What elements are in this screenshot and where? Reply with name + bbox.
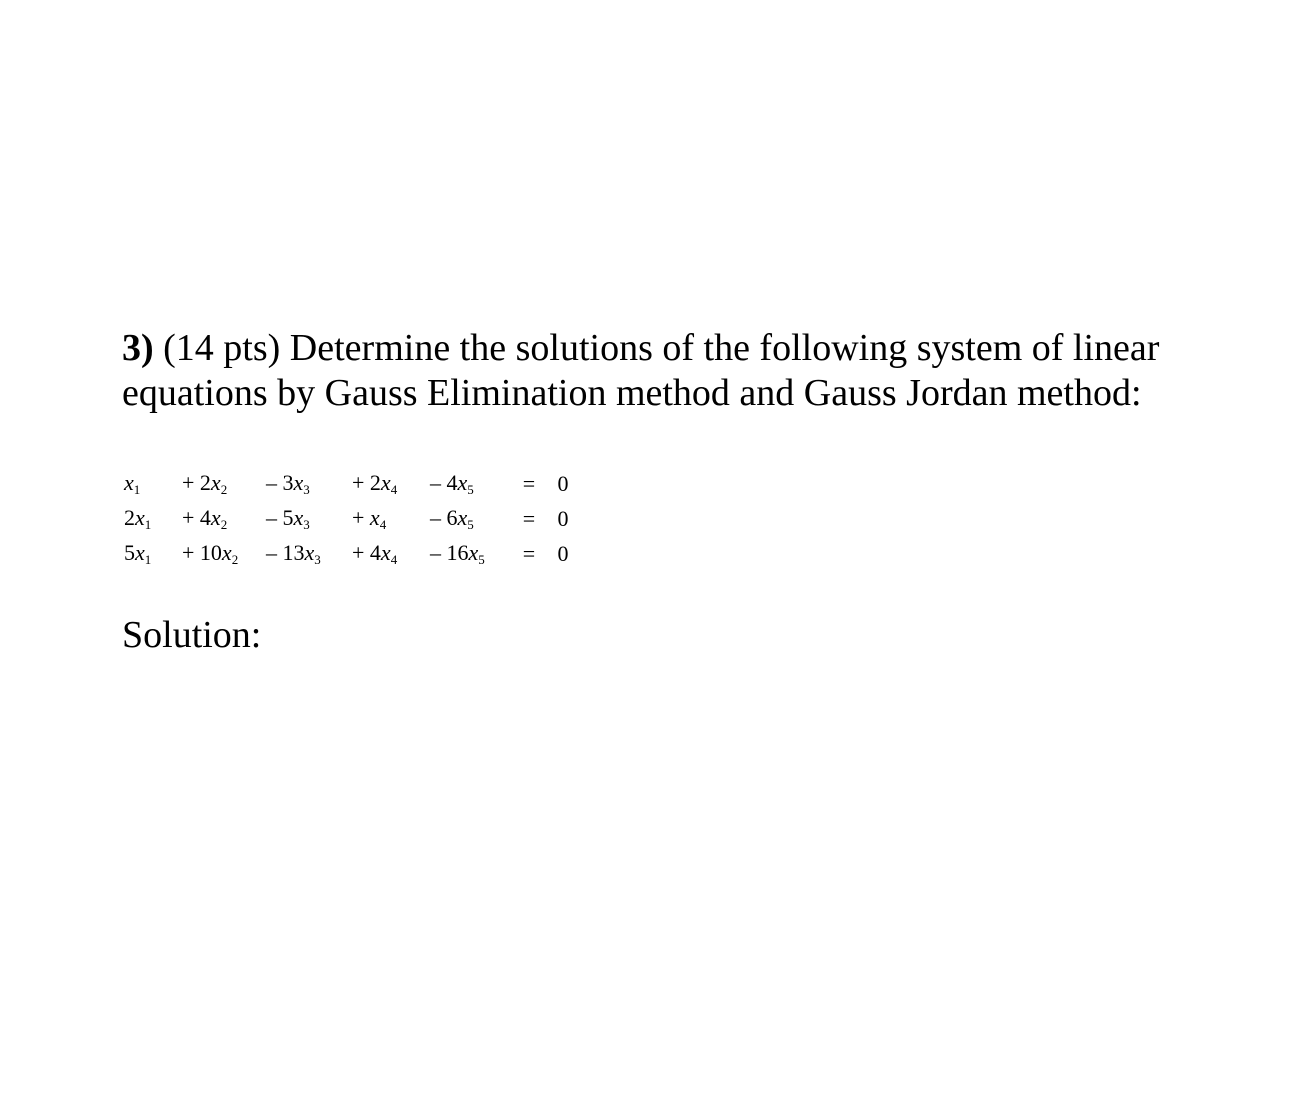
equation-term <box>118 536 178 571</box>
question-text: (14 pts) Determine the solutions of the following system of linear equations by Gauss Elimination method and Gauss Jordan method: <box>122 327 1160 414</box>
term-subscript: 3 <box>303 481 310 497</box>
term-coefficient: 4 <box>369 539 381 565</box>
term-sign: + <box>182 539 200 565</box>
linear-system <box>118 466 578 571</box>
term-subscript: 2 <box>220 516 228 532</box>
term-coefficient: 4 <box>199 504 211 530</box>
equation-term <box>178 466 266 501</box>
equation-rhs: 0 <box>557 540 569 566</box>
term-variable: x <box>457 469 468 495</box>
term-variable: x <box>369 504 380 530</box>
term-subscript: 1 <box>144 516 152 532</box>
term-variable: x <box>293 504 304 530</box>
equation-row <box>118 466 578 501</box>
term-coefficient: 13 <box>282 539 305 565</box>
term-variable: x <box>210 504 221 530</box>
equation-term <box>266 501 346 536</box>
term-variable: x <box>210 469 221 495</box>
equation-term <box>178 536 266 571</box>
question-number: 3) <box>122 327 154 369</box>
equation-term <box>346 501 430 536</box>
term-sign: – <box>430 539 447 565</box>
equals-sign: = <box>522 540 536 566</box>
equals-sign: = <box>522 505 536 531</box>
term-variable: x <box>380 469 391 495</box>
term-subscript: 1 <box>144 551 152 567</box>
equation-term <box>430 501 510 536</box>
term-subscript: 3 <box>303 516 310 532</box>
term-variable: x <box>135 504 145 530</box>
equation-term <box>346 466 430 501</box>
equation-rows <box>118 466 578 571</box>
equation-rhs: 0 <box>557 505 569 531</box>
equation-term <box>118 501 178 536</box>
term-subscript: 1 <box>133 481 141 497</box>
equation-term <box>178 501 266 536</box>
term-sign: – <box>430 469 447 495</box>
term-sign: + <box>352 469 370 495</box>
equation-term <box>430 466 510 501</box>
equals-sign: = <box>522 470 536 496</box>
term-coefficient: 2 <box>369 469 381 495</box>
term-sign: – <box>266 469 283 495</box>
term-variable: x <box>135 539 145 565</box>
term-coefficient: 4 <box>446 469 458 495</box>
equation-row <box>118 536 578 571</box>
term-variable: x <box>468 539 479 565</box>
term-sign: + <box>182 469 200 495</box>
term-coefficient: 5 <box>282 504 294 530</box>
equation-row <box>118 501 578 536</box>
term-sign: – <box>430 504 447 530</box>
term-coefficient: 3 <box>282 469 294 495</box>
equation-term <box>346 536 430 571</box>
term-subscript: 2 <box>231 551 239 567</box>
term-coefficient: 6 <box>446 504 458 530</box>
equation-term <box>266 466 346 501</box>
term-variable: x <box>457 504 468 530</box>
term-subscript: 4 <box>379 516 387 532</box>
term-subscript: 5 <box>467 481 474 497</box>
term-subscript: 2 <box>220 481 228 497</box>
term-subscript: 4 <box>390 551 398 567</box>
term-subscript: 5 <box>478 551 485 567</box>
term-coefficient: 10 <box>199 539 222 565</box>
term-variable: x <box>221 539 232 565</box>
equation-rhs: 0 <box>557 470 569 496</box>
term-sign: + <box>182 504 200 530</box>
term-coefficient: 2 <box>124 504 135 530</box>
term-variable: x <box>380 539 391 565</box>
term-subscript: 4 <box>390 481 398 497</box>
solution-label: Solution: <box>122 614 262 656</box>
term-coefficient: 5 <box>124 539 135 565</box>
term-coefficient: 2 <box>199 469 211 495</box>
term-sign: + <box>352 504 370 530</box>
term-variable: x <box>293 469 304 495</box>
term-variable: x <box>304 539 315 565</box>
term-sign: – <box>266 539 283 565</box>
term-subscript: 5 <box>467 516 474 532</box>
term-variable: x <box>124 469 134 495</box>
equation-term <box>266 536 346 571</box>
equation-term <box>118 466 178 501</box>
question-prompt <box>122 326 1182 416</box>
term-sign: – <box>266 504 283 530</box>
term-subscript: 3 <box>314 551 321 567</box>
term-sign: + <box>352 539 370 565</box>
equation-term <box>430 536 510 571</box>
term-coefficient: 16 <box>446 539 469 565</box>
